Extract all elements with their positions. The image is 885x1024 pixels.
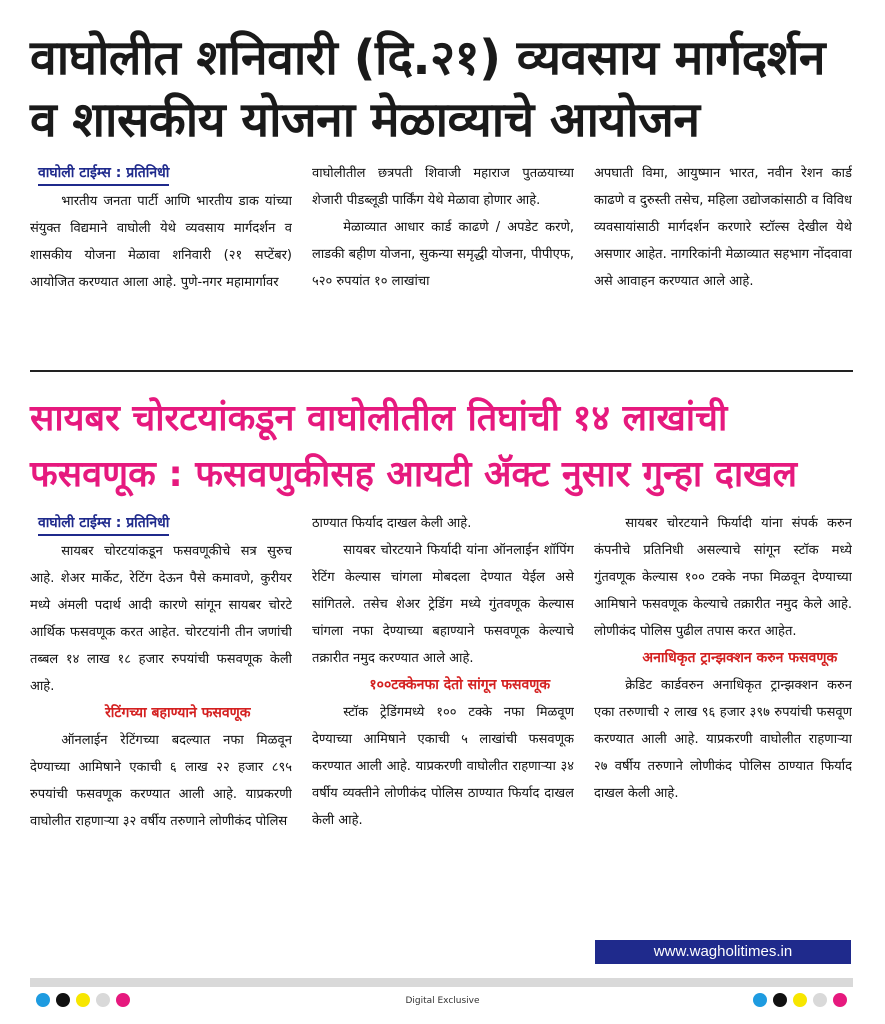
footer-label: Digital Exclusive [405,996,480,1006]
black-dot [773,993,787,1007]
article1-column-3 [594,160,852,365]
article1-col2-para2: मेळाव्यात आधार कार्ड काढणे / अपडेट करणे, लाडकी बहीण योजना, सुकन्या समृद्धी योजना, पीपीएफ, ५२० रुपयांत १० लाखांचा [312,220,574,289]
section-divider [30,370,853,372]
article2-byline: वाघोली टाईम्स : प्रतिनिधी [38,512,169,536]
website-link[interactable]: www.wagholitimes.in [595,940,851,964]
article2-column-3 [594,510,852,935]
footer-bar [30,978,853,987]
article2-col2-para2: सायबर चोरटयाने फिर्यादी यांना ऑनलाईन शॉपिंग रेटिंग केल्यास चांगला मोबदला देण्यात येईल असे सांगितले. तसेच शेअर ट्रेडिंग मध्ये गुंतवणूक केल्यास चांगला नफा देण्याच्या बहाण्याने फसवणूक केल्याचे तक्रारीत नमुद करण्यात आले आहे. [312,543,574,666]
magenta-dot [833,993,847,1007]
article2-headline-line2: फसवणूक : फसवणुकीसह आयटी ॲक्ट नुसार गुन्हा दाखल [30,454,798,495]
article2-col3-subhead: अनाधिकृत ट्रान्झक्शन करुन फसवणूक [642,650,838,666]
article1-column-2 [312,160,574,365]
article2-col2-subhead: १००टक्केनफा देतो सांगून फसवणूक [369,677,551,693]
article2-col1-para2: ऑनलाईन रेटिंगच्या बदल्यात नफा मिळवून देण्याच्या आमिषाने एकाची ६ लाख २२ हजार ८९५ रुपयांची फसवणूक करण्यात आली आहे. याप्रकरणी वाघोलीत राहणाऱ्या ३२ वर्षीय तरुणाने लोणीकंद पोलिस [30,733,292,829]
cyan-dot [753,993,767,1007]
grey-dot [813,993,827,1007]
article1-headline-line2: व शासकीय योजना मेळाव्याचे आयोजन [30,92,700,148]
color-dots-right [753,993,847,1007]
article2-column-2 [312,510,574,972]
article2-col1-subhead: रेटिंगच्या बहाण्याने फसवणूक [105,705,251,721]
article2-headline-line1: सायबर चोरटयांकडून वाघोलीतील तिघांची १४ लाखांची [30,398,728,439]
article1-byline: वाघोली टाईम्स : प्रतिनिधी [38,162,169,186]
article2-column-1 [30,510,292,972]
article1-headline-line1: वाघोलीत शनिवारी (दि.२१) व्यवसाय मार्गदर्शन [30,30,826,86]
article1-column-1 [30,160,292,365]
yellow-dot [793,993,807,1007]
article2-col2-para3: स्टॉक ट्रेडिंगमध्ये १०० टक्के नफा मिळवूण देण्याच्या आमिषाने एकाची ५ लाखांची फसवणूक करण्यात आली आहे. याप्रकरणी वाघोलीत राहणाऱ्या ३४ वर्षीय व्यक्तीने लोणीकंद पोलिस ठाण्यात फिर्याद दाखल केली आहे. [312,705,574,828]
article2-col2-para1: ठाण्यात फिर्याद दाखल केली आहे. [312,516,472,531]
article2-col3-para2: क्रेडिट कार्डवरुन अनाधिकृत ट्रान्झक्शन करुन एका तरुणाची २ लाख ९६ हजार ३९७ रुपयांची फसवूण करण्यात आली आहे. याप्रकरणी वाघोलीत राहणाऱ्या २७ वर्षीय तरुणाने लोणीकंद पोलिस ठाण्यात फिर्याद दाखल केली आहे. [594,678,852,801]
article1-col2-para1: वाघोलीतील छत्रपती शिवाजी महाराज पुतळयाच्या शेजारी पीडब्लूडी पार्किंग येथे मेळावा होणार आहे. [312,166,574,208]
article1-col1-text: भारतीय जनता पार्टी आणि भारतीय डाक यांच्या संयुक्त विद्यमाने वाघोली येथे व्यवसाय मार्गदर्शन व शासकीय योजना मेळावा शनिवारी (२१ सप्टेंबर) आयोजित करण्यात आला आहे. पुणे-नगर महामार्गावर [30,194,292,290]
article1-col3-text: अपघाती विमा, आयुष्मान भारत, नवीन रेशन कार्ड काढणे व दुरुस्ती तसेच, महिला उद्योजकांसाठी व विविध व्यवसायांसाठी मार्गदर्शन करणारे स्टॉल्स देखील येथे असणार आहेत. नागरिकांनी मेळाव्यात सहभाग नोंदवावा असे आवाहन करण्यात आले आहे. [594,166,852,289]
article2-col3-para1: सायबर चोरटयाने फिर्यादी यांना संपर्क करुन कंपनीचे प्रतिनिधी असल्याचे सांगून स्टॉक मध्ये गुंतवणूक केल्यास १०० टक्के नफा मिळवून देण्याच्या आमिषाने फसवणूक केल्याचे तक्रारीत नमुद केले आहे. लोणीकंद पोलिस पुढील तपास करत आहेत. [594,516,852,639]
article2-col1-para1: सायबर चोरटयांकडून फसवणूकीचे सत्र सुरुच आहे. शेअर मार्केट, रेटिंग देऊन पैसे कमावणे, कुरीयर मध्ये अंमली पदार्थ आदी कारणे सांगून सायबर चोरटे आर्थिक फसवणूक करत आहेत. चोरटयांनी तीन जणांची तब्बल १४ लाख १८ हजार रुपयांची फसवणूक केली आहे. [30,544,292,694]
